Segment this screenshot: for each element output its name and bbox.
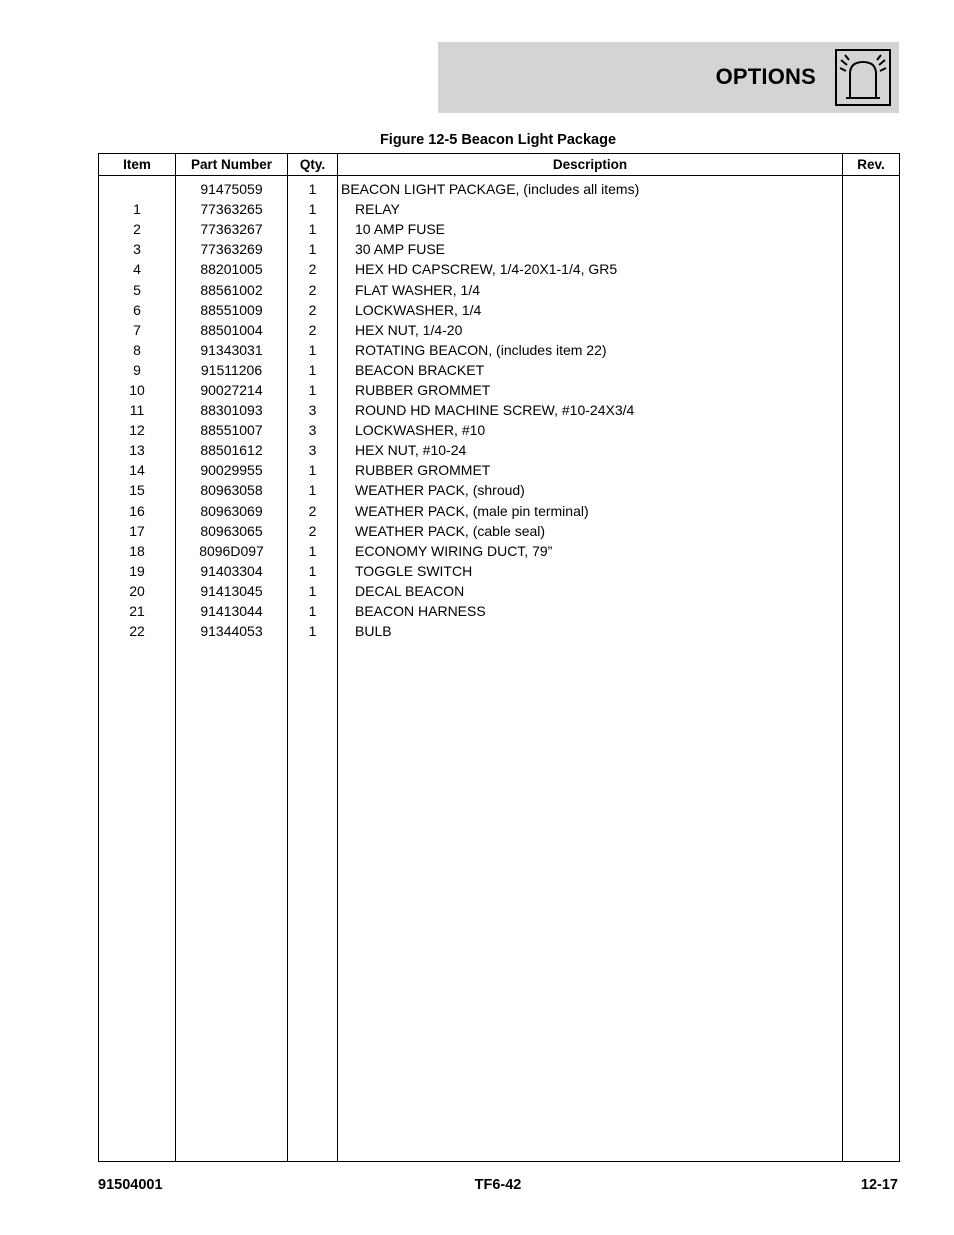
table-row	[99, 400, 900, 420]
empty-cell	[843, 641, 900, 1161]
rev-cell	[843, 541, 900, 561]
description-cell: FLAT WASHER, 1/4	[338, 279, 843, 299]
item-cell: 6	[99, 300, 176, 320]
description-cell: ROTATING BEACON, (includes item 22)	[338, 340, 843, 360]
empty-cell	[99, 641, 176, 1161]
item-cell: 8	[99, 340, 176, 360]
item-cell: 5	[99, 279, 176, 299]
column-header-description: Description	[338, 154, 843, 176]
qty-cell: 2	[288, 279, 338, 299]
table-row	[99, 199, 900, 219]
description-cell: ROUND HD MACHINE SCREW, #10-24X3/4	[338, 400, 843, 420]
part-number-cell: 88501004	[176, 320, 288, 340]
part-number-cell: 91475059	[176, 176, 288, 200]
table-row	[99, 320, 900, 340]
qty-cell: 1	[288, 561, 338, 581]
item-cell: 13	[99, 440, 176, 460]
table-filler-row	[99, 641, 900, 1161]
description-cell: RELAY	[338, 199, 843, 219]
table-header-row	[99, 154, 900, 176]
description-cell: 30 AMP FUSE	[338, 239, 843, 259]
part-number-cell: 91413044	[176, 601, 288, 621]
qty-cell: 2	[288, 320, 338, 340]
item-cell: 17	[99, 521, 176, 541]
qty-cell: 2	[288, 300, 338, 320]
part-number-cell: 88301093	[176, 400, 288, 420]
rev-cell	[843, 320, 900, 340]
rev-cell	[843, 501, 900, 521]
table-row	[99, 279, 900, 299]
footer-document-number: 91504001	[98, 1177, 163, 1193]
qty-cell: 3	[288, 440, 338, 460]
table-row	[99, 541, 900, 561]
description-cell: LOCKWASHER, #10	[338, 420, 843, 440]
item-cell: 3	[99, 239, 176, 259]
table-row	[99, 480, 900, 500]
rev-cell	[843, 219, 900, 239]
table-row	[99, 176, 900, 200]
description-cell: BULB	[338, 621, 843, 641]
rev-cell	[843, 239, 900, 259]
qty-cell: 1	[288, 581, 338, 601]
qty-cell: 1	[288, 340, 338, 360]
qty-cell: 1	[288, 380, 338, 400]
rev-cell	[843, 279, 900, 299]
parts-list-table	[98, 153, 900, 1162]
beacon-light-icon	[835, 49, 891, 106]
item-cell: 7	[99, 320, 176, 340]
part-number-cell: 91413045	[176, 581, 288, 601]
column-header-item: Item	[99, 154, 176, 176]
description-cell: RUBBER GROMMET	[338, 460, 843, 480]
item-cell: 18	[99, 541, 176, 561]
part-number-cell: 80963065	[176, 521, 288, 541]
empty-cell	[338, 641, 843, 1161]
qty-cell: 2	[288, 259, 338, 279]
description-cell: 10 AMP FUSE	[338, 219, 843, 239]
qty-cell: 1	[288, 621, 338, 641]
item-cell: 21	[99, 601, 176, 621]
table-row	[99, 460, 900, 480]
rev-cell	[843, 300, 900, 320]
item-cell: 19	[99, 561, 176, 581]
empty-cell	[176, 641, 288, 1161]
qty-cell: 3	[288, 420, 338, 440]
table-row	[99, 360, 900, 380]
item-cell: 12	[99, 420, 176, 440]
rev-cell	[843, 176, 900, 200]
qty-cell: 1	[288, 176, 338, 200]
table-row	[99, 300, 900, 320]
item-cell: 11	[99, 400, 176, 420]
rev-cell	[843, 621, 900, 641]
item-cell: 4	[99, 259, 176, 279]
part-number-cell: 90029955	[176, 460, 288, 480]
part-number-cell: 88201005	[176, 259, 288, 279]
part-number-cell: 91343031	[176, 340, 288, 360]
table-row	[99, 239, 900, 259]
rev-cell	[843, 460, 900, 480]
part-number-cell: 88551007	[176, 420, 288, 440]
rev-cell	[843, 199, 900, 219]
description-cell: DECAL BEACON	[338, 581, 843, 601]
qty-cell: 1	[288, 219, 338, 239]
part-number-cell: 91403304	[176, 561, 288, 581]
description-cell: HEX NUT, 1/4-20	[338, 320, 843, 340]
footer-page-number: 12-17	[860, 1177, 898, 1193]
rev-cell	[843, 420, 900, 440]
column-header-part-number: Part Number	[176, 154, 288, 176]
table-row	[99, 340, 900, 360]
item-cell: 1	[99, 199, 176, 219]
item-cell: 9	[99, 360, 176, 380]
empty-cell	[288, 641, 338, 1161]
qty-cell: 1	[288, 460, 338, 480]
qty-cell: 1	[288, 199, 338, 219]
table-row	[99, 440, 900, 460]
table-row	[99, 259, 900, 279]
rev-cell	[843, 340, 900, 360]
item-cell: 15	[99, 480, 176, 500]
description-cell: RUBBER GROMMET	[338, 380, 843, 400]
part-number-cell: 80963069	[176, 501, 288, 521]
item-cell: 10	[99, 380, 176, 400]
item-cell: 22	[99, 621, 176, 641]
qty-cell: 1	[288, 601, 338, 621]
qty-cell: 2	[288, 521, 338, 541]
table-row	[99, 420, 900, 440]
description-cell: HEX HD CAPSCREW, 1/4-20X1-1/4, GR5	[338, 259, 843, 279]
rev-cell	[843, 259, 900, 279]
rev-cell	[843, 440, 900, 460]
item-cell: 20	[99, 581, 176, 601]
rev-cell	[843, 400, 900, 420]
part-number-cell: 77363267	[176, 219, 288, 239]
column-header-qty: Qty.	[288, 154, 338, 176]
rev-cell	[843, 480, 900, 500]
rev-cell	[843, 360, 900, 380]
description-cell: ECONOMY WIRING DUCT, 79”	[338, 541, 843, 561]
section-header	[438, 42, 899, 113]
qty-cell: 1	[288, 480, 338, 500]
description-cell: WEATHER PACK, (male pin terminal)	[338, 501, 843, 521]
description-cell: LOCKWASHER, 1/4	[338, 300, 843, 320]
item-cell: 2	[99, 219, 176, 239]
qty-cell: 1	[288, 239, 338, 259]
rev-cell	[843, 561, 900, 581]
part-number-cell: 91344053	[176, 621, 288, 641]
figure-title: Figure 12-5 Beacon Light Package	[379, 132, 617, 148]
parts-table-body	[99, 176, 900, 1162]
part-number-cell: 77363269	[176, 239, 288, 259]
part-number-cell: 91511206	[176, 360, 288, 380]
table-row	[99, 521, 900, 541]
footer-model: TF6-42	[474, 1177, 522, 1193]
rev-cell	[843, 601, 900, 621]
table-row	[99, 601, 900, 621]
description-cell: WEATHER PACK, (shroud)	[338, 480, 843, 500]
section-title: OPTIONS	[715, 64, 816, 89]
description-cell: HEX NUT, #10-24	[338, 440, 843, 460]
description-cell: WEATHER PACK, (cable seal)	[338, 521, 843, 541]
table-row	[99, 581, 900, 601]
item-cell: 16	[99, 501, 176, 521]
item-cell: 14	[99, 460, 176, 480]
table-row	[99, 219, 900, 239]
part-number-cell: 90027214	[176, 380, 288, 400]
item-cell	[99, 176, 176, 200]
description-cell: BEACON HARNESS	[338, 601, 843, 621]
qty-cell: 1	[288, 541, 338, 561]
qty-cell: 1	[288, 360, 338, 380]
part-number-cell: 88551009	[176, 300, 288, 320]
rev-cell	[843, 521, 900, 541]
part-number-cell: 88501612	[176, 440, 288, 460]
table-row	[99, 380, 900, 400]
part-number-cell: 88561002	[176, 279, 288, 299]
table-row	[99, 621, 900, 641]
part-number-cell: 8096D097	[176, 541, 288, 561]
qty-cell: 2	[288, 501, 338, 521]
table-row	[99, 561, 900, 581]
description-cell: BEACON BRACKET	[338, 360, 843, 380]
description-cell: TOGGLE SWITCH	[338, 561, 843, 581]
part-number-cell: 77363265	[176, 199, 288, 219]
description-cell: BEACON LIGHT PACKAGE, (includes all items)	[338, 176, 843, 200]
rev-cell	[843, 380, 900, 400]
table-row	[99, 501, 900, 521]
column-header-rev: Rev.	[843, 154, 900, 176]
part-number-cell: 80963058	[176, 480, 288, 500]
rev-cell	[843, 581, 900, 601]
qty-cell: 3	[288, 400, 338, 420]
